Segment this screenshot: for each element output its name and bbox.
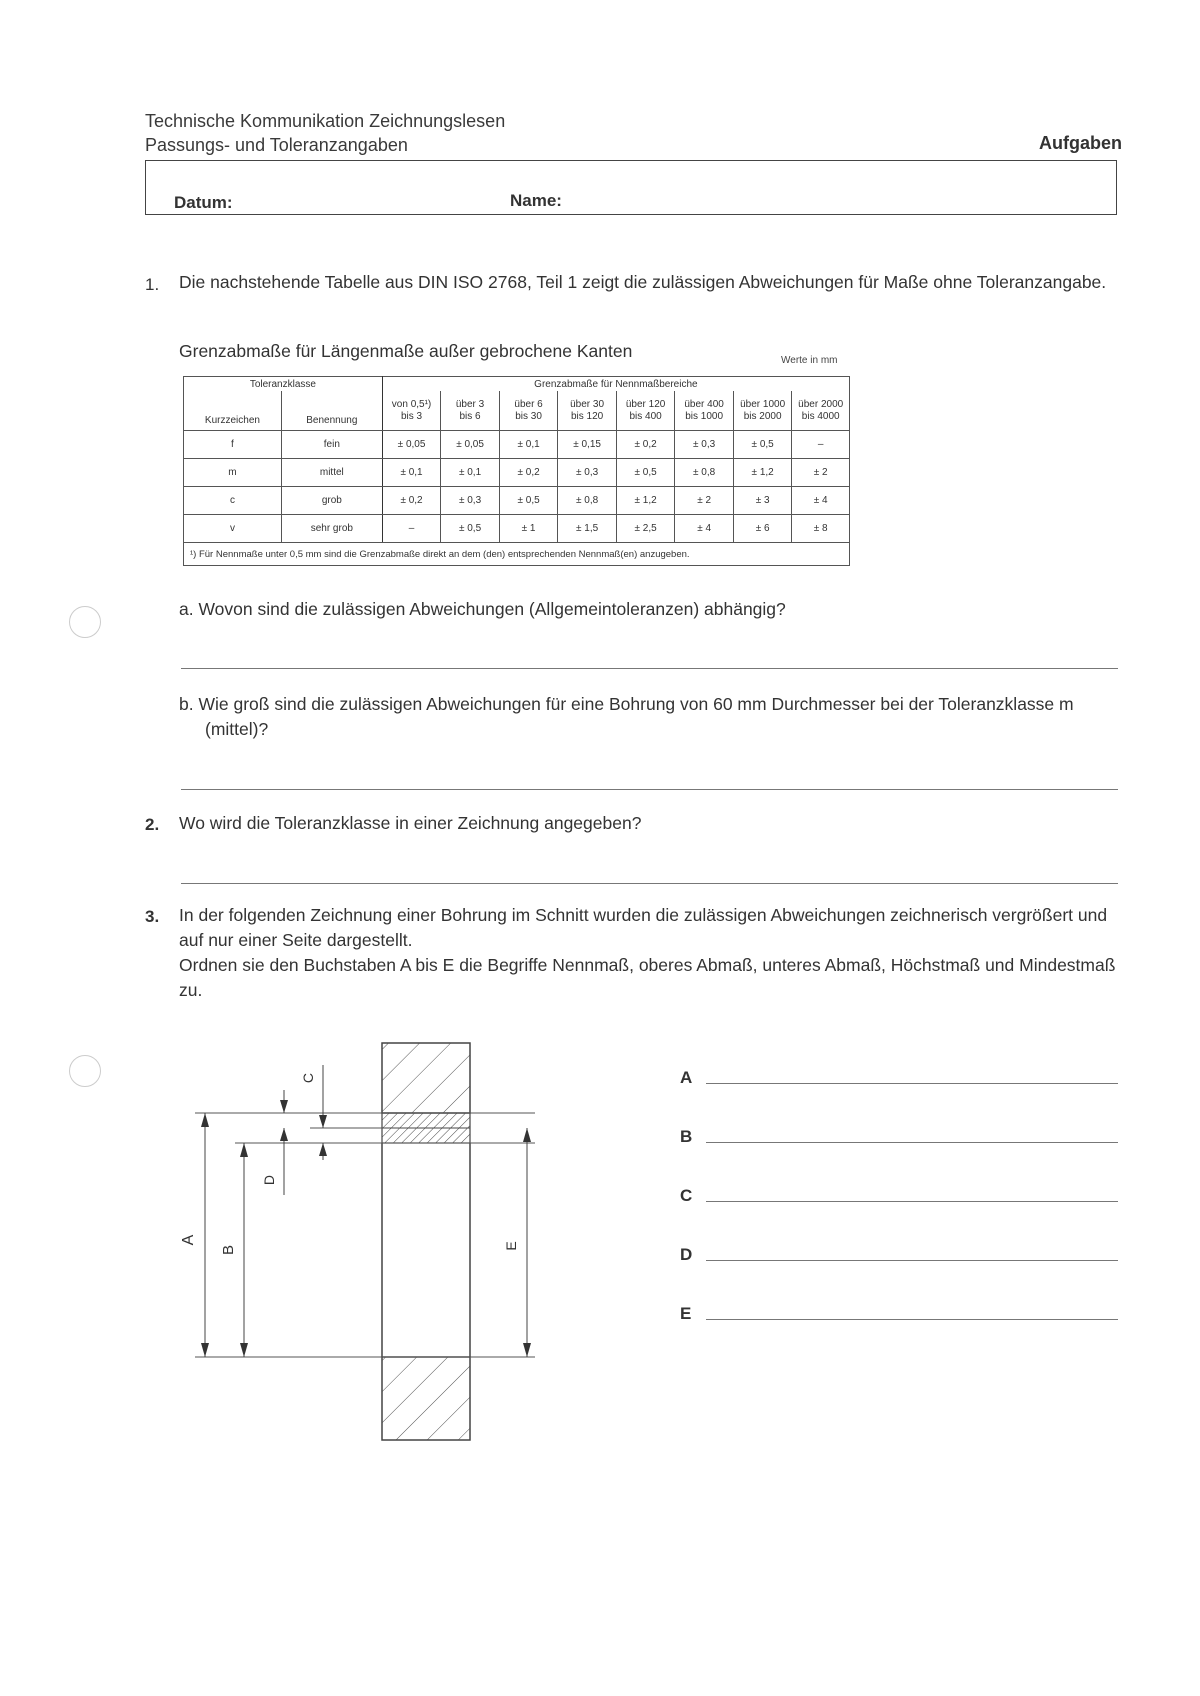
cell-value: ± 3 (733, 487, 792, 515)
answer-line-b[interactable] (706, 1142, 1118, 1143)
dim-label-a: A (180, 1234, 197, 1246)
dim-label-c: C (300, 1072, 316, 1084)
question-3-text-1: In der folgenden Zeichnung einer Bohrung im Schnitt wurden die zulässigen Abweichungen zeichnerisch vergrößert und auf nur einer Seite dargestellt. (179, 905, 1108, 950)
cell-value: ± 1,2 (616, 487, 675, 515)
cell-value: ± 0,8 (675, 459, 734, 487)
question-1-number: 1. (145, 275, 160, 294)
cell-value: ± 2,5 (616, 515, 675, 543)
range-header: über 2000 bis 4000 (792, 391, 850, 431)
answer-line-c[interactable] (706, 1201, 1118, 1202)
header-line-2: Passungs- und Toleranzangaben (145, 135, 408, 155)
question-3-text-2: Ordnen sie den Buchstaben A bis E die Begriffe Nennmaß, oberes Abmaß, unteres Abmaß, Höchstmaß und Mindestmaß zu. (179, 955, 1116, 1000)
range-header: über 120 bis 400 (616, 391, 675, 431)
question-3-number: 3. (145, 907, 160, 926)
cell-value: ± 0,1 (441, 459, 500, 487)
cell-name: fein (281, 431, 382, 459)
header-benennung: Benennung (281, 391, 382, 431)
dim-label-e: E (503, 1241, 519, 1251)
cell-value: ± 8 (792, 515, 850, 543)
cell-value: ± 6 (733, 515, 792, 543)
wall-section-top (382, 1043, 470, 1113)
range-header: über 3 bis 6 (441, 391, 500, 431)
table-footnote: ¹) Für Nennmaße unter 0,5 mm sind die Grenzabmaße direkt an dem (den) entsprechenden Nennmaß(en) anzugeben. (184, 543, 850, 566)
range-header: über 6 bis 30 (499, 391, 558, 431)
answer-letter-a: A (680, 1068, 693, 1087)
section-label: Aufgaben (1039, 133, 1122, 153)
cell-name: sehr grob (281, 515, 382, 543)
question-1a-label: a. (179, 599, 194, 619)
cell-value: ± 4 (792, 487, 850, 515)
cell-short: c (184, 487, 282, 515)
question-1-text: Die nachstehende Tabelle aus DIN ISO 2768, Teil 1 zeigt die zulässigen Abweichungen für Maße ohne Toleranzangabe. (179, 272, 1107, 292)
cell-short: v (184, 515, 282, 543)
answer-letter-e: E (680, 1304, 692, 1323)
cell-value: ± 0,15 (558, 431, 617, 459)
cell-value: ± 0,2 (382, 487, 441, 515)
answer-letter-c: C (680, 1186, 693, 1205)
table-caption: Grenzabmaße für Längenmaße außer gebrochene Kanten (179, 341, 633, 361)
cell-value: ± 0,3 (675, 431, 734, 459)
wall-section-bottom (382, 1357, 470, 1440)
cell-value: ± 0,1 (382, 459, 441, 487)
cell-value: ± 0,8 (558, 487, 617, 515)
cell-value: – (792, 431, 850, 459)
cell-value: ± 0,1 (499, 431, 558, 459)
range-header: von 0,5¹) bis 3 (382, 391, 441, 431)
answer-line-d[interactable] (706, 1260, 1118, 1261)
cell-value: ± 0,5 (616, 459, 675, 487)
answer-line-a[interactable] (706, 1083, 1118, 1084)
cell-value: ± 1,5 (558, 515, 617, 543)
cell-value: ± 0,05 (441, 431, 500, 459)
cell-value: ± 0,3 (558, 459, 617, 487)
answer-line-e[interactable] (706, 1319, 1118, 1320)
cell-value: ± 0,5 (441, 515, 500, 543)
cell-value: ± 2 (792, 459, 850, 487)
cell-name: mittel (281, 459, 382, 487)
answer-letter-d: D (680, 1245, 693, 1264)
dim-label-b: B (220, 1244, 237, 1256)
question-1b-text: Wie groß sind die zulässigen Abweichungen für eine Bohrung von 60 mm Durchmesser bei der Toleranzklasse m (mittel)? (198, 694, 1074, 739)
cell-value: ± 4 (675, 515, 734, 543)
cell-value: ± 0,05 (382, 431, 441, 459)
cell-name: grob (281, 487, 382, 515)
cell-value: ± 0,3 (441, 487, 500, 515)
question-1a-text: Wovon sind die zulässigen Abweichungen (Allgemeintoleranzen) abhängig? (198, 599, 786, 619)
dim-label-d: D (261, 1174, 277, 1186)
datum-label: Datum: (174, 193, 233, 212)
cell-value: ± 0,2 (616, 431, 675, 459)
cell-value: ± 1 (499, 515, 558, 543)
range-header: über 1000 bis 2000 (733, 391, 792, 431)
question-1b-label: b. (179, 694, 194, 714)
units-note: Werte in mm (781, 355, 838, 366)
cell-value: ± 0,5 (499, 487, 558, 515)
range-header: über 400 bis 1000 (675, 391, 734, 431)
cell-short: m (184, 459, 282, 487)
answer-letter-b: B (680, 1127, 693, 1146)
name-label: Name: (510, 191, 562, 210)
header-toleranzklasse: Toleranzklasse (184, 377, 383, 392)
cell-value: ± 0,2 (499, 459, 558, 487)
header-grenzabmasse: Grenzabmaße für Nennmaßbereiche (382, 377, 849, 392)
cell-short: f (184, 431, 282, 459)
cell-value: ± 0,5 (733, 431, 792, 459)
range-header: über 30 bis 120 (558, 391, 617, 431)
question-2-text: Wo wird die Toleranzklasse in einer Zeichnung angegeben? (179, 813, 642, 833)
cell-value: – (382, 515, 441, 543)
question-2-number: 2. (145, 815, 160, 834)
cell-value: ± 2 (675, 487, 734, 515)
header-kurzzeichen: Kurzzeichen (184, 391, 282, 431)
cell-value: ± 1,2 (733, 459, 792, 487)
header-line-1: Technische Kommunikation Zeichnungslesen (145, 111, 506, 131)
